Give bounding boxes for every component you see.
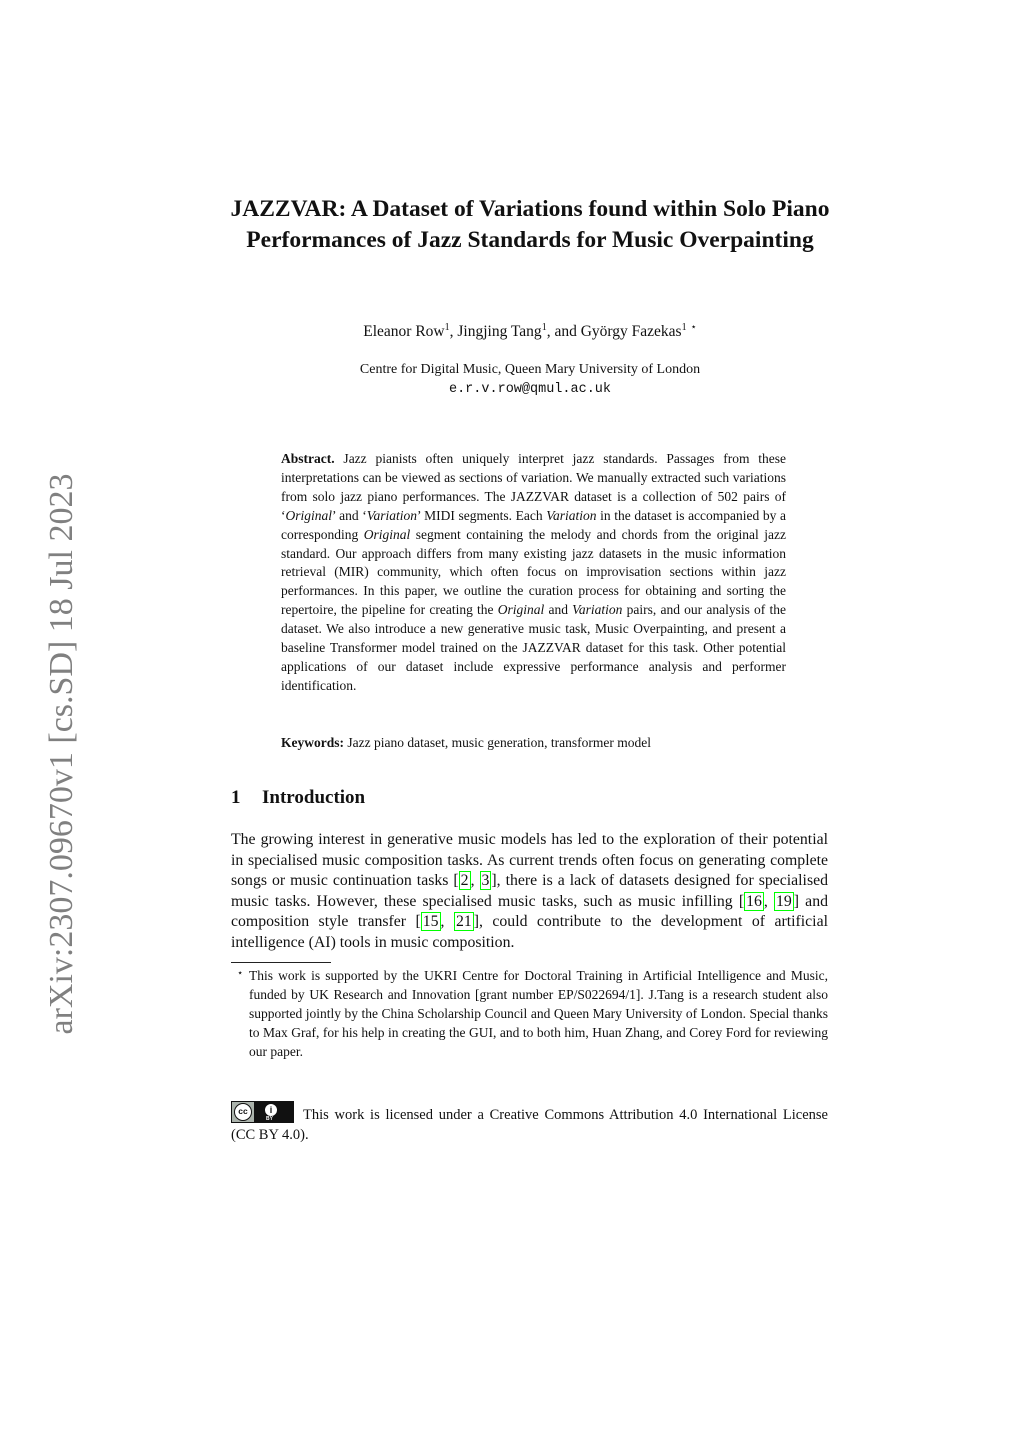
author-name: György Fazekas [580,323,682,340]
citation-link[interactable]: 16 [746,892,762,910]
author-name: Eleanor Row [363,323,445,340]
affiliation: Centre for Digital Music, Queen Mary University of London [359,362,701,377]
author-separator: , and [546,323,581,340]
citation-link[interactable]: 3 [481,872,490,889]
cc-icon: cc [234,1103,252,1121]
citation-link[interactable]: 15 [422,913,439,930]
abstract-text: ’ and ‘ [332,507,367,523]
keywords [281,733,786,752]
abstract-emphasis: Original [285,507,333,523]
abstract-emphasis: Variation [572,602,623,618]
paragraph-text: ], could contribute to the development of artificial intelligence (AI) tools in music composition. [231,913,828,951]
keywords-text: Jazz piano dataset, music generation, transformer model [344,735,652,750]
section-number: 1 [231,787,241,808]
paragraph-text: , [470,872,480,889]
abstract-label: Abstract. [281,451,335,466]
author-list [230,321,830,343]
section-heading-introduction [231,786,831,810]
cc-by-label: BY [266,1116,273,1122]
citation-link[interactable]: 2 [460,872,469,889]
abstract-text: in the dataset is accompanied by a corresponding [281,507,786,542]
citation-link[interactable]: 19 [775,892,792,910]
abstract-text: Jazz pianists often uniquely interpret jazz standards. Passages from these interpretations can be viewed as sections of variation. We manually extracted such variations from solo jazz piano performances. The JAZZVAR dataset is a collection of 502 pairs of ‘ [281,451,786,523]
affiliation-mark: 1 [681,322,687,333]
section-title: Introduction [262,787,366,808]
attribution-icon: i [264,1103,278,1117]
paragraph-text: , [763,892,774,910]
paragraph-text: ] and composition style transfer [ [231,892,828,930]
footnote-text: This work is supported by the UKRI Centre for Doctoral Training in Artificial Intelligence and Music, funded by UK Research and Innovation [grant number EP/S022694/1]. J.Tang is a research student also supported jointly by the China Scholarship Council and Queen Mary University of London. Special thanks to Max Graf, for his help in creating the GUI, and to both him, Huan Zhang, and Corey Ford for reviewing our paper. [249,968,828,1059]
affiliation-mark: 1 [541,322,547,333]
footnote-mark: ⋆ [237,968,244,979]
abstract-text: segment containing the melody and chords from the original jazz standard. Our approach differs from many existing jazz datasets in the music information retrieval (MIR) community, which often focus on improvisation sections within jazz performances. In this paper, we outline the curation process for obtaining and sorting the repertoire, the pipeline for creating the [281,526,786,618]
author-separator: , [449,323,458,340]
abstract-text: and [544,602,573,618]
abstract-emphasis: Original [497,602,545,618]
paper-title: JAZZVAR: A Dataset of Variations found within Solo Piano Performances of Jazz Standards for Music Overpainting [230,196,830,253]
author-name: Jingjing Tang [457,323,542,340]
paragraph-text: , [440,913,454,930]
license-notice: This work is licensed under a Creative Commons Attribution 4.0 International License (CC BY 4.0). [231,1107,828,1143]
affiliation-mark: 1 [444,322,450,333]
footnote-star-mark: ⋆ [690,322,697,333]
citation-link[interactable]: 21 [455,913,472,930]
abstract-emphasis: Original [363,526,411,542]
author-email: e.r.v.row@qmul.ac.uk [448,382,612,397]
paragraph-text: The growing interest in generative music models has led to the exploration of their potential in specialised music composition tasks. As current trends often focus on generating complete songs or music continuation tasks [ [231,831,828,889]
abstract-emphasis: Variation [366,507,417,523]
abstract-text: pairs, and our analysis of the dataset. We also introduce a new generative music task, Music Overpainting, and present a baseline Transformer model trained on the JAZZVAR dataset for this task. Other potential applications of our dataset include expressive performance analysis and performer identification. [281,602,786,693]
arxiv-identifier-stamp: arXiv:2307.09670v1 [cs.SD] 18 Jul 2023 [43,473,80,1035]
abstract-emphasis: Variation [546,507,597,523]
keywords-label: Keywords: [281,735,344,750]
introduction-paragraph [231,830,828,953]
footnote [231,966,828,1061]
paragraph-text: ], there is a lack of datasets designed for specialised music tasks. However, these specialised music tasks, such as music infilling [ [231,872,829,910]
footnote-divider [231,962,331,963]
abstract [281,450,786,696]
abstract-text: ’ MIDI segments. Each [416,507,547,523]
